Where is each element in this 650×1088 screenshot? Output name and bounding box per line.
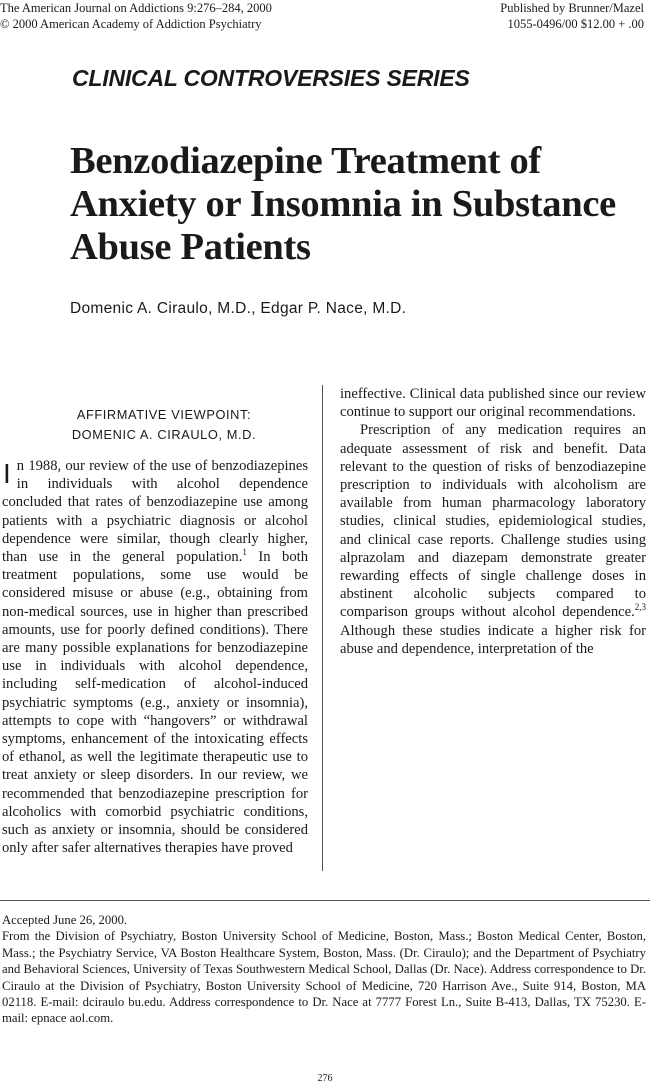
article-title: Benzodiazepine Treatment of Anxiety or Insomnia in Substance Abuse Patients [70, 140, 616, 268]
footnote [2, 912, 646, 1027]
publisher-line: Published by Brunner/Mazel [500, 1, 644, 15]
series-heading: CLINICAL CONTROVERSIES SERIES [72, 65, 470, 91]
body-column-left [2, 457, 308, 857]
journal-header-left [0, 0, 272, 32]
paragraph-1-start [2, 457, 308, 857]
column-divider [322, 385, 323, 871]
paragraph-2-text-a: Prescription of any medication requires an adequate assessment of risk and benefit. Data relevant to the question of risks of benzodiazepine prescription to individuals with alcoholism are available from human pharmacology laboratory studies, clinical studies, epidemiological studies, and clinical case reports. Challenge studies using alprazolam and diazepam demonstrate greater rewarding effects of single challenge doses in abstinent alcoholic subjects compared to comparison groups without alcohol dependence. [340, 422, 646, 621]
viewpoint-heading [22, 405, 306, 445]
viewpoint-label: AFFIRMATIVE VIEWPOINT: [76, 407, 252, 422]
citation-2-3: 2,3 [634, 602, 646, 613]
paragraph-1-continued: ineffective. Clinical data published since our review continue to support our original recommendations. [340, 386, 646, 421]
journal-header-right [500, 0, 644, 32]
drop-cap: I [3, 458, 11, 489]
paragraph-2 [340, 421, 646, 658]
journal-citation: The American Journal on Addictions 9:276–284, 2000 [0, 1, 272, 15]
affiliation-text: From the Division of Psychiatry, Boston University School of Medicine, Boston, Mass.; Boston Medical Center, Boston, Mass.; the Psychiatry Service, VA Boston Healthcare System, Boston, Mass. (Dr. Ciraulo); and the Department of Psychiatry and Behavioral Sciences, University of Texas Southwestern Medical School, Dallas (Dr. Nace). Address correspondence to Dr. Ciraulo at the Division of Psychiatry, Boston University School of Medicine, 720 Harrison Ave., Suite 914, Boston, MA 02118. E-mail: dciraulo bu.edu. Address correspondence to Dr. Nace at 7777 Forest Ln., Suite B-413, Dallas, TX 75230. E-mail: epnace aol.com. [2, 929, 646, 1026]
author-list: Domenic A. Ciraulo, M.D., Edgar P. Nace, M.D. [70, 300, 407, 317]
issn-price-line: 1055-0496/00 $12.00 + .00 [507, 17, 644, 31]
body-column-right [340, 385, 646, 658]
citation-1: 1 [242, 547, 247, 558]
paragraph-1-text-a: n 1988, our review of the use of benzodiazepines in individuals with alcohol dependence concluded that rates of benzodiazepine use among patients with a psychiatric diagnosis or alcohol dependence were similar, though clearly higher, than use in the general population. [2, 458, 308, 566]
accepted-date: Accepted June 26, 2000. [2, 913, 128, 927]
footnote-divider [0, 900, 650, 901]
viewpoint-author: DOMENIC A. CIRAULO, M.D. [71, 427, 257, 442]
page-number: 276 [317, 1073, 333, 1084]
copyright-line: © 2000 American Academy of Addiction Psychiatry [0, 17, 262, 31]
paragraph-1-text-b: In both treatment populations, some use would be considered misuse or abuse (e.g., obtaining from non-medical sources, use in higher than prescribed amounts, use for poorly defined conditions). There are many possible explanations for benzodiazepine use in individuals with alcohol dependence, including self-medication of alcohol-induced psychiatric symptoms (e.g., anxiety or insomnia), attempts to cope with “hangovers” or withdrawal symptoms, enhancement of the intoxicating effects of ethanol, as well the legitimate therapeutic use to treat anxiety or sleep disorders. In our review, we recommended that benzodiazepine prescription for alcoholics with comorbid psychiatric conditions, such as anxiety or insomnia, should be considered only after safer alternatives therapies have proved [2, 549, 308, 857]
paragraph-2-text-b: Although these studies indicate a higher risk for abuse and dependence, interpretation of the [340, 622, 646, 657]
